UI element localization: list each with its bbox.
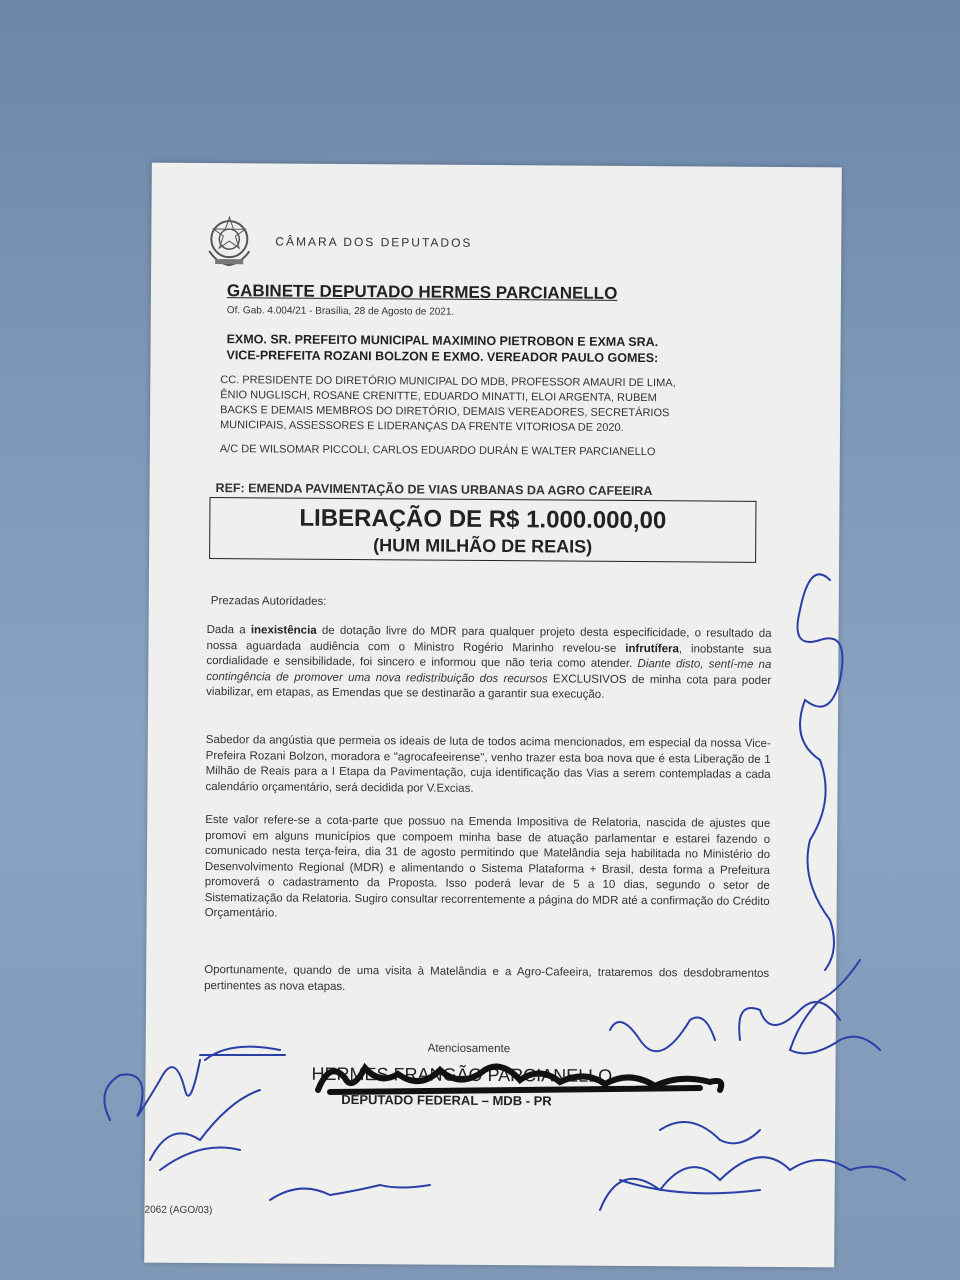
paragraph-2: Sabedor da angústia que permeia os ideais de luta de todos acima mencionados, em especial da nossa Vice-Prefeira Rozani Bolzon, moradora e "agrocafeeirense", venho trazer esta boa nova que é esta Liberação de 1 Milhão de Reais para a I Etapa da Pavimentação, cuja identificação das Vias a serem contempladas a cada calendário orçamentário, será decidida por V.Excias. [205, 733, 771, 795]
paragraph-3: Este valor refere-se a cota-parte que possuo na Emenda Impositiva de Relatoria, nascida de ajustes que promovi em alguns municípios que compoem minha base de atuação parlamentar e estarei fazendo o comunicado nesta terça-feira, dia 31 de agosto permitindo que Matelândia seja habilitada no Ministério do Desenvolvimento Regional (MDR) e alimentando o Sistema Plataforma + Brasil, desta forma a Prefeitura promoverá o cadastramento da Proposta. Isso poderá levar de 5 a 10 dias, segundo o setor de Sistematização da Relatoria. Sugiro consultar recorrentemente a página do MDR até a confirmação do Crédito Orçamentário. [204, 813, 771, 920]
text-bold: inexistência [250, 624, 317, 637]
signer-name: HERMES FRANGÃO PARCIANELLO [311, 1063, 613, 1086]
office-title: GABINETE DEPUTADO HERMES PARCIANELLO [226, 281, 618, 303]
text-run: , inobstante sua cordialidade e sensibilidade, foi sincero e informou que não teria como atender. [206, 642, 772, 670]
carbon-copy [220, 373, 800, 437]
form-code: 2062 (AGO/03) [144, 1204, 213, 1217]
letter-sheet [144, 163, 842, 1268]
cc-line: BACKS E DEMAIS MEMBROS DO DIRETÓRIO, DEMAIS VEREADORES, SECRETÁRIOS [220, 404, 670, 420]
addressee-line: EXMO. SR. PREFEITO MUNICIPAL MAXIMINO PIETROBON E EXMA SRA. [226, 332, 659, 350]
closing-salutation: Atenciosamente [427, 1042, 511, 1056]
letter-reference: Of. Gab. 4.004/21 - Brasília, 28 de Agosto de 2021. [226, 305, 455, 318]
cc-line: CC. PRESIDENTE DO DIRETÓRIO MUNICIPAL DO MDB, PROFESSOR AMAURI DE LIMA, [220, 374, 676, 390]
addressee [226, 331, 806, 367]
cc-line: MUNICIPAIS, ASSESSORES E LIDERANÇAS DA FRENTE VITORIOSA DE 2020. [219, 419, 624, 434]
amount-subtitle: (HUM MILHÃO DE REAIS) [373, 535, 593, 557]
addressee-line: VICE-PREFEITA ROZANI BOLZON E EXMO. VEREADOR PAULO GOMES: [226, 348, 659, 366]
attention-line: A/C DE WILSOMAR PICCOLI, CARLOS EDUARDO DURÁN E WALTER PARCIANELLO [219, 443, 656, 459]
coat-of-arms-icon [199, 211, 259, 271]
text-run: Dada a [206, 623, 251, 637]
greeting: Prezadas Autoridades: [210, 595, 327, 608]
cc-line: ÊNIO NUGLISCH, ROSANE CRENITTE, EDUARDO MINATTI, ELOI ARGENTA, RUBEM [220, 389, 657, 405]
signer-role: DEPUTADO FEDERAL – MDB - PR [341, 1091, 552, 1109]
paragraph-4: Oportunamente, quando de uma visita à Matelândia e a Agro-Cafeeira, trataremos dos desdobramentos pertinentes as nova etapas. [204, 963, 770, 993]
letterhead [199, 211, 473, 273]
text-bold: infrutífera [625, 642, 679, 655]
text-italic: Diante disto, sentí-me na contingência de promover uma nova redistribuição dos recursos [206, 658, 772, 685]
institution-name: CÂMARA DOS DEPUTADOS [275, 234, 473, 250]
text-run: EXCLUSIVOS de minha cota para poder viabilizar, em etapas, as Emendas que se destinarão a garantir sua execução. [206, 672, 772, 701]
amount-title: LIBERAÇÃO DE R$ 1.000.000,00 [299, 504, 667, 535]
ref-line: REF: EMENDA PAVIMENTAÇÃO DE VIAS URBANAS DA AGRO CAFEEIRA [215, 481, 653, 499]
text-run: de dotação livre do MDR para qualquer projeto desta especificidade, o resultado da nossa aguardada audiência com o Ministro Rogério Marinho revelou-se [206, 624, 772, 655]
paragraph-1 [206, 623, 772, 704]
amount-box [209, 497, 756, 563]
